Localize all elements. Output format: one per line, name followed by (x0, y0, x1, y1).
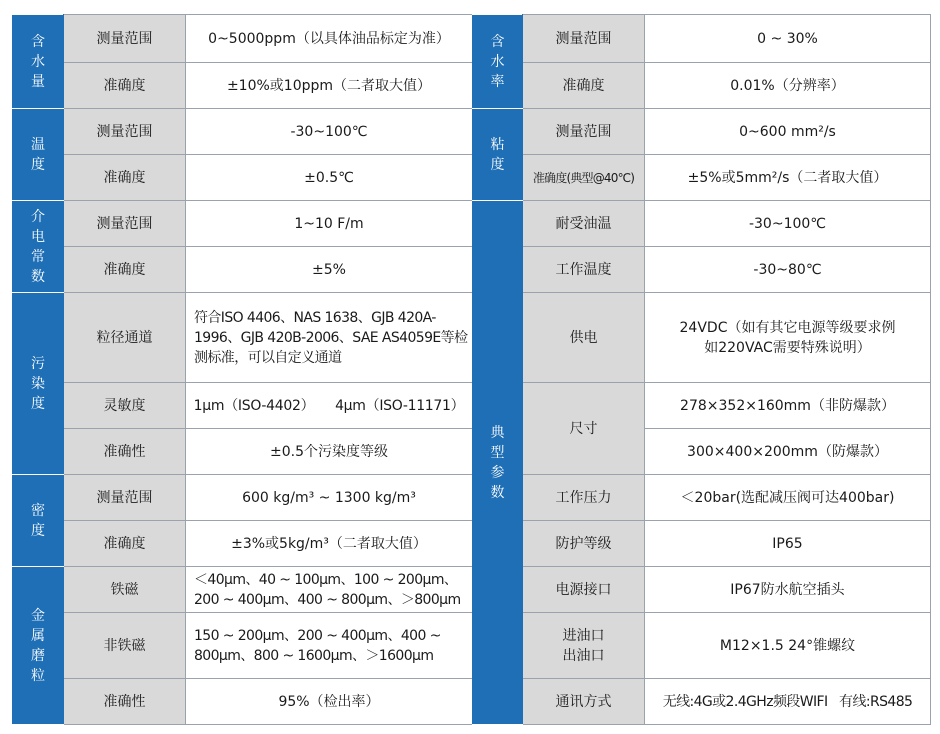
row-value: ±0.5℃ (186, 155, 473, 201)
row-value: ±10%或10ppm（二者取大值） (186, 63, 473, 109)
row-value: ±5%或5mm²/s（二者取大值） (645, 155, 931, 201)
row-label: 测量范围 (64, 475, 186, 521)
row-value: ±5% (186, 247, 473, 293)
category-viscosity: 粘度 (473, 109, 523, 201)
row-value: 1μm（ISO-4402） 4μm（ISO-11171） (186, 383, 473, 429)
row-label: 准确性 (64, 429, 186, 475)
row-label: 测量范围 (523, 15, 645, 63)
row-value: -30~80℃ (645, 247, 931, 293)
outlet-label: 出油口 (562, 647, 605, 664)
row-value: 24VDC（如有其它电源等级要求例如220VAC需要特殊说明） (645, 293, 931, 383)
category-water-rate: 含水率 (473, 15, 523, 109)
row-value: -30~100℃ (645, 201, 931, 247)
row-value: 0~5000ppm（以具体油品标定为准） (186, 15, 473, 63)
row-label: 准确度 (523, 63, 645, 109)
row-label: 准确度 (64, 155, 186, 201)
row-value: 1~10 F/m (186, 201, 473, 247)
category-metal-wear: 金属磨粒 (13, 567, 64, 725)
row-value: 0.01%（分辨率） (645, 63, 931, 109)
category-density: 密度 (13, 475, 64, 567)
row-value: 无线:4G或2.4GHz频段WIFI 有线:RS485 (645, 679, 931, 725)
row-value: ＜40μm、40 ~ 100μm、100 ~ 200μm、200 ~ 400μm、400 ~ 800μm、＞800μm (186, 567, 473, 613)
row-label: 测量范围 (523, 109, 645, 155)
row-label: 通讯方式 (523, 679, 645, 725)
row-value: 300×400×200mm（防爆款） (645, 429, 931, 475)
row-value: IP65 (645, 521, 931, 567)
category-water-content: 含水量 (13, 15, 64, 109)
row-value: ±0.5个污染度等级 (186, 429, 473, 475)
row-label: 供电 (523, 293, 645, 383)
row-label: 非铁磁 (64, 613, 186, 679)
row-label: 尺寸 (523, 383, 645, 475)
row-label: 耐受油温 (523, 201, 645, 247)
row-label: 铁磁 (64, 567, 186, 613)
row-value: 0 ~ 30% (645, 15, 931, 63)
row-value: IP67防水航空插头 (645, 567, 931, 613)
row-label: 准确度(典型@40℃) (523, 155, 645, 201)
row-label-ports (523, 613, 645, 679)
row-label: 电源接口 (523, 567, 645, 613)
right-spec-table (472, 14, 931, 725)
left-spec-table (12, 14, 473, 725)
row-value: 0~600 mm²/s (645, 109, 931, 155)
row-label: 测量范围 (64, 201, 186, 247)
row-value: M12×1.5 24°锥螺纹 (645, 613, 931, 679)
category-typical-params: 典型参数 (473, 201, 523, 725)
row-value: 符合ISO 4406、NAS 1638、GJB 420A-1996、GJB 420B-2006、SAE AS4059E等检测标准，可以自定义通道 (186, 293, 473, 383)
row-label: 灵敏度 (64, 383, 186, 429)
row-label: 测量范围 (64, 109, 186, 155)
row-label: 粒径通道 (64, 293, 186, 383)
row-label: 工作温度 (523, 247, 645, 293)
inlet-label: 进油口 (562, 627, 605, 644)
row-value: 95%（检出率） (186, 679, 473, 725)
row-label: 准确度 (64, 63, 186, 109)
category-dielectric: 介电常数 (13, 201, 64, 293)
row-label: 防护等级 (523, 521, 645, 567)
row-label: 准确度 (64, 247, 186, 293)
row-value: ＜20bar(选配减压阀可达400bar) (645, 475, 931, 521)
category-temperature: 温度 (13, 109, 64, 201)
row-label: 准确度 (64, 521, 186, 567)
category-pollution: 污染度 (13, 293, 64, 475)
row-label: 测量范围 (64, 15, 186, 63)
row-label: 工作压力 (523, 475, 645, 521)
row-label: 准确性 (64, 679, 186, 725)
row-value: 600 kg/m³ ~ 1300 kg/m³ (186, 475, 473, 521)
row-value: -30~100℃ (186, 109, 473, 155)
row-value: 150 ~ 200μm、200 ~ 400μm、400 ~ 800μm、800 ~ 1600μm、＞1600μm (186, 613, 473, 679)
row-value: 278×352×160mm（非防爆款） (645, 383, 931, 429)
row-value: ±3%或5kg/m³（二者取大值） (186, 521, 473, 567)
